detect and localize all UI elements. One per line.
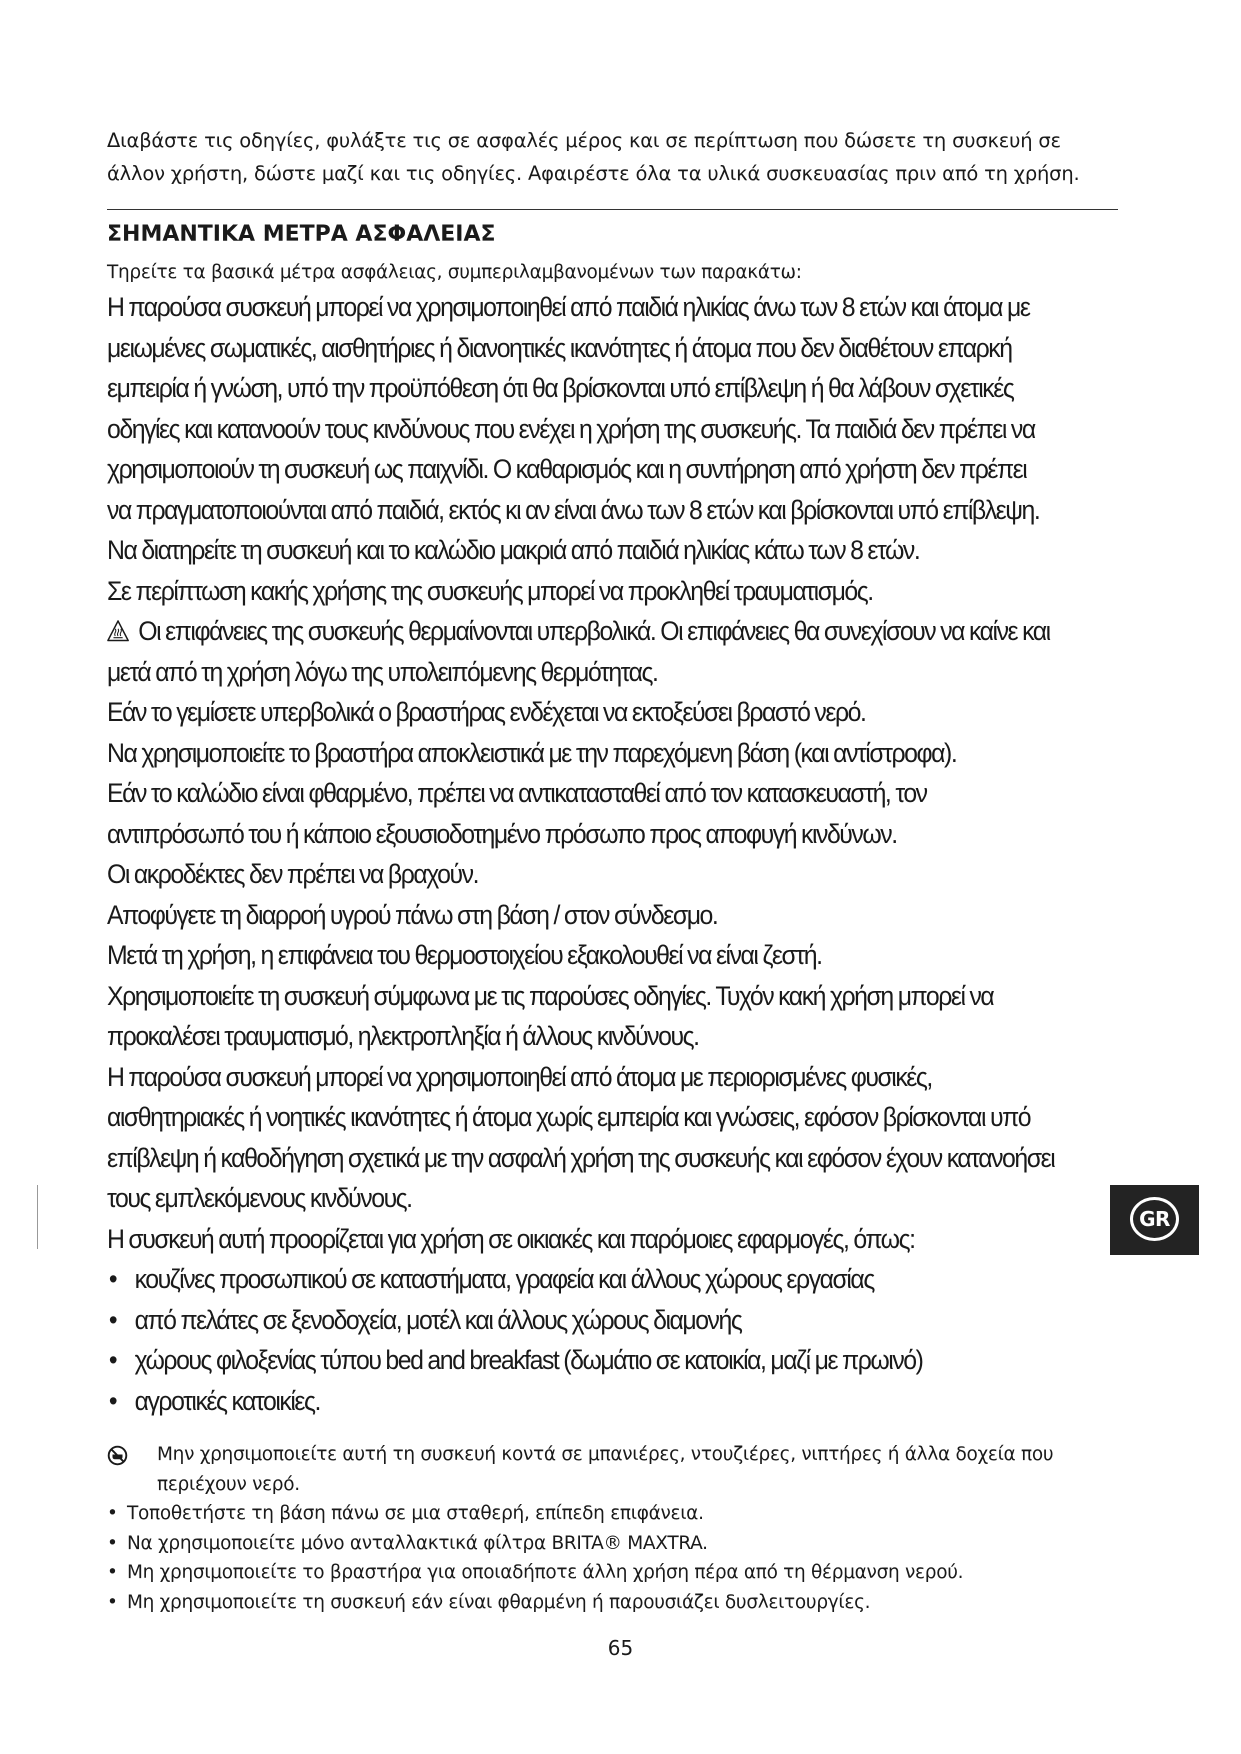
list-item: • από πελάτες σε ξενοδοχεία, μοτέλ και άλλους χώρους διαμονής [107, 1300, 1055, 1341]
para-instructions: Χρησιμοποιείτε τη συσκευή σύμφωνα με τις παρούσες οδηγίες. Τυχόν κακή χρήση μπορεί να προκαλέσει τραυματισμό, ηλεκτροπληξία ή άλλους κινδύνους. [107, 980, 994, 1051]
section-divider [107, 209, 1118, 210]
para-misuse: Σε περίπτωση κακής χρήσης της συσκευής μπορεί να προκληθεί τραυματισμός. [107, 575, 873, 606]
margin-mark [37, 1185, 38, 1249]
list-item: • Να χρησιμοποιείτε μόνο ανταλλακτικά φίλτρα BRITA® MAXTRA. [107, 1529, 1127, 1559]
list-item: • Τοποθετήστε τη βάση πάνω σε μια σταθερή, επίπεδη επιφάνεια. [107, 1499, 1127, 1529]
final-list [107, 1499, 1127, 1617]
list-item: • χώρους φιλοξενίας τύπου bed and breakfast (δωμάτιο σε κατοικία, μαζί με πρωινό) [107, 1340, 1055, 1381]
para-hot-surface [107, 611, 1055, 692]
hot-surface-warning-icon [107, 619, 129, 643]
para-cable: Εάν το καλώδιο είναι φθαρμένο, πρέπει να αντικατασταθεί από τον κατασκευαστή, τον αντιπρόσωπό του ή κάποιο εξουσιοδοτημένο πρόσωπο προς αποφυγή κινδύνων. [107, 778, 927, 849]
intro-text: Διαβάστε τις οδηγίες, φυλάξτε τις σε ασφαλές μέρος και σε περίπτωση που δώσετε τη συσκευή σε άλλον χρήστη, δώστε μαζί και τις οδηγίες. Αφαιρέστε όλα τα υλικά συσκευασίας πριν από τη χρήση. [107, 129, 1080, 185]
para-element: Μετά τη χρήση, η επιφάνεια του θερμοστοιχείου εξακολουθεί να είναι ζεστή. [107, 940, 822, 970]
list-item: • αγροτικές κατοικίες. [107, 1381, 1055, 1422]
no-water-warning-text: Μην χρησιμοποιείτε αυτή τη συσκευή κοντά σε μπανιέρες, ντουζιέρες, νιπτήρες ή άλλα δοχεία που περιέχουν νερό. [157, 1444, 1054, 1495]
para-reduced-capabilities: Η παρούσα συσκευή μπορεί να χρησιμοποιηθεί από άτομα με περιορισμένες φυσικές, αισθητηριακές ή νοητικές ικανότητες ή άτομα χωρίς εμπειρία και γνώσεις, εφόσον βρίσκονται υπό επίβλεψη ή καθοδήγηση σχετικά με την ασφαλή χρήση της συσκευής και εφόσον έχουν κατανοήσει τους εμπλεκόμενους κινδύνους. [107, 1061, 1055, 1213]
page-number: 65 [607, 1636, 634, 1660]
list-item: • Μη χρησιμοποιείτε τη συσκευή εάν είναι φθαρμένη ή παρουσιάζει δυσλειτουργίες. [107, 1588, 1127, 1618]
no-bath-icon [107, 1445, 128, 1466]
para-overfill: Εάν το γεμίσετε υπερβολικά ο βραστήρας ενδέχεται να εκτοξεύσει βραστό νερό. [107, 697, 866, 727]
list-item: • κουζίνες προσωπικού σε καταστήματα, γραφεία και άλλους χώρους εργασίας [107, 1259, 1055, 1300]
list-item: • Μη χρησιμοποιείτε το βραστήρα για οποιαδήποτε άλλη χρήση πέρα από τη θέρμανση νερού. [107, 1558, 1127, 1588]
language-badge-label: GR [1130, 1197, 1179, 1241]
household-list [107, 1259, 1055, 1421]
section-heading: ΣΗΜΑΝΤΙΚΑ ΜΕΤΡΑ ΑΣΦΑΛΕΙΑΣ [107, 222, 496, 247]
para-hot-surface-text: Οι επιφάνειες της συσκευής θερμαίνονται υπερβολικά. Οι επιφάνειες θα συνεχίσουν να καίνε και μετά από τη χρήση λόγω της υπολειπόμενης θερμότητας. [107, 616, 1050, 687]
para-connectors: Οι ακροδέκτες δεν πρέπει να βραχούν. [107, 859, 479, 889]
no-water-warning [107, 1440, 1127, 1499]
para-spill: Αποφύγετε τη διαρροή υγρού πάνω στη βάση / στον σύνδεσμο. [107, 899, 718, 930]
para-children: Η παρούσα συσκευή μπορεί να χρησιμοποιηθεί από παιδιά ηλικίας άνω των 8 ετών και άτομα με μειωμένες σωματικές, αισθητήριες ή διανοητικές ικανότητες ή άτομα που δεν διαθέτουν επαρκή εμπειρία ή γνώση, υπό την προϋπόθεση ότι θα βρίσκονται υπό επίβλεψη ή θα λάβουν σχετικές οδηγίες και κατανοούν τους κινδύνους που ενέχει η χρήση της συσκευής. Τα παιδιά δεν πρέπει να χρησιμοποιούν τη συσκευή ως παιχνίδι. Ο καθαρισμός και η συντήρηση από χρήστη δεν πρέπει να πραγματοποιούνται από παιδιά, εκτός κι αν είναι άνω των 8 ετών και βρίσκονται υπό επίβλεψη. Να διατηρείτε τη συσκευή και το καλώδιο μακριά από παιδιά ηλικίας κάτω των 8 ετών. [107, 292, 1040, 565]
additional-instructions [107, 1440, 1127, 1617]
safety-instructions [107, 287, 1055, 1421]
para-household: Η συσκευή αυτή προορίζεται για χρήση σε οικιακές και παρόμοιες εφαρμογές, όπως: [107, 1223, 915, 1254]
section-subheading: Τηρείτε τα βασικά μέτρα ασφάλειας, συμπεριλαμβανομένων των παρακάτω: [107, 262, 802, 283]
language-badge [1110, 1185, 1199, 1255]
para-base: Να χρησιμοποιείτε το βραστήρα αποκλειστικά με την παρεχόμενη βάση (και αντίστροφα). [107, 737, 957, 768]
